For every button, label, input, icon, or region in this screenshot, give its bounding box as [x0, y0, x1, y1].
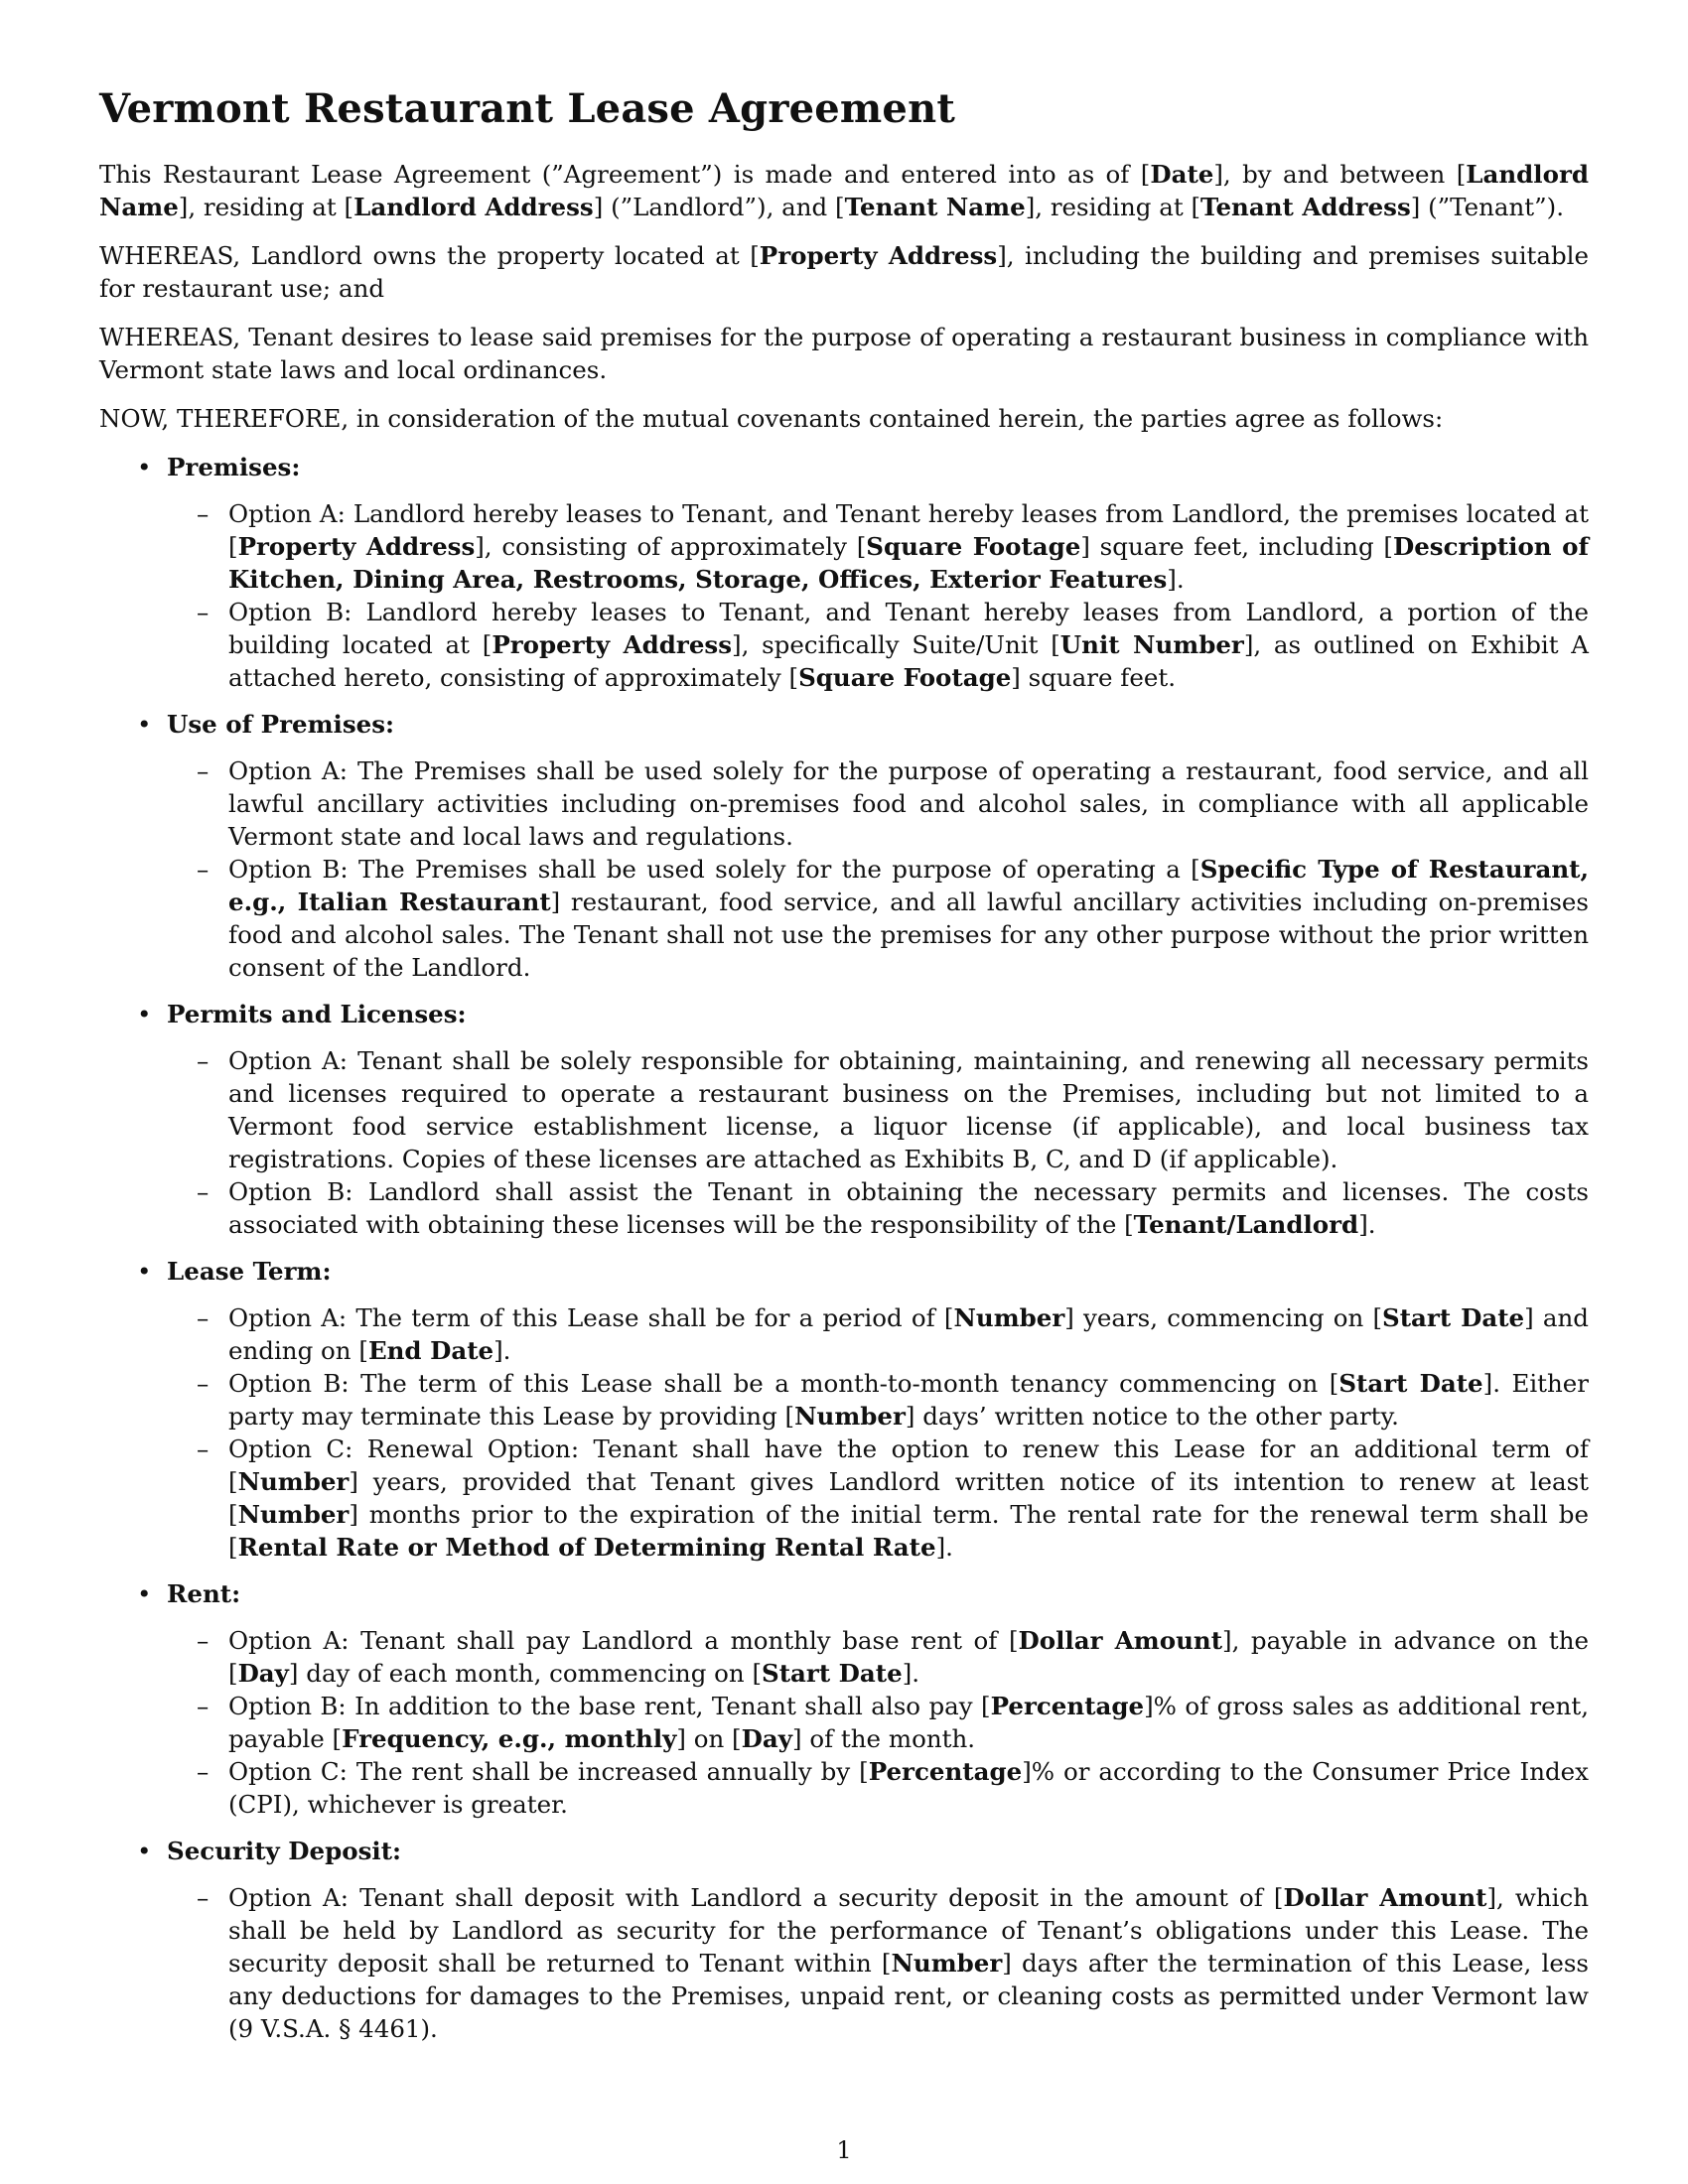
text-run: ] days’ written notice to the other party. — [905, 1402, 1399, 1431]
intro-paragraphs — [99, 158, 1589, 435]
dash-icon: – — [197, 1369, 210, 1398]
section-item — [99, 1577, 1589, 1821]
text-run: ], as outlined on Exhibit A attached hereto, consisting of approximately [ — [228, 630, 1589, 692]
text-run: ], residing at [ — [1025, 193, 1201, 221]
intro-paragraph — [99, 158, 1589, 223]
placeholder-field: Property Address — [759, 241, 998, 270]
text-run: Option A: The term of this Lease shall be for a period of [ — [228, 1303, 954, 1332]
section-heading: Premises: — [167, 453, 301, 481]
bullet-icon: • — [137, 1257, 152, 1286]
section-heading: Use of Premises: — [167, 710, 395, 739]
text-run: This Restaurant Lease Agreement (”Agreement”) is made and entered into as of — [99, 160, 1141, 189]
placeholder-field: Dollar Amount — [1283, 1883, 1487, 1912]
placeholder-field: Number — [794, 1402, 906, 1431]
placeholder-field: Date — [1150, 160, 1214, 189]
text-run: Option C: Renewal Option: Tenant shall have the option to renew this Lease for an additional term of [ — [228, 1434, 1589, 1496]
text-run: ] restaurant, food service, and all lawful ancillary activities including on-premises food and alcohol sales. The Tenant shall not use the premises for any other purpose without the prior written consent of the Landlord. — [228, 887, 1590, 982]
placeholder-field: Percentage — [868, 1757, 1023, 1786]
placeholder-field: Landlord Name — [99, 160, 1589, 221]
text-run: WHEREAS, Tenant desires to lease said premises for the purpose of operating a restaurant business in compliance with Vermont state laws and local ordinances. — [99, 323, 1589, 384]
document-title: Vermont Restaurant Lease Agreement — [99, 85, 956, 132]
option-list — [167, 1881, 1589, 2045]
intro-paragraph — [99, 402, 1589, 435]
section-heading: Rent: — [167, 1579, 241, 1608]
bullet-icon: • — [137, 1579, 152, 1608]
option-item — [167, 1690, 1589, 1755]
placeholder-field: Tenant Name — [844, 193, 1026, 221]
option-list — [167, 1044, 1589, 1241]
placeholder-field: Tenant Address — [1200, 193, 1411, 221]
dash-icon: – — [197, 1757, 210, 1786]
placeholder-field: Number — [953, 1303, 1065, 1332]
text-run: ] days after the termination of this Lease, less any deductions for damages to the Premises, unpaid rent, or cleaning costs as permitted under Vermont law (9 V.S.A. § 4461). — [228, 1949, 1589, 2043]
section-item — [99, 998, 1589, 1241]
placeholder-field: Start Date — [1338, 1369, 1483, 1398]
text-run: Option B: Landlord hereby leases to Tenant, and Tenant hereby leases from Landlord, a portion of the building located at [ — [228, 598, 1589, 659]
section-item — [99, 708, 1589, 984]
placeholder-field: Square Footage — [866, 532, 1081, 561]
option-item — [167, 754, 1589, 853]
option-item — [167, 853, 1589, 984]
text-run: NOW, THEREFORE, in consideration of the mutual covenants contained herein, the parties agree as follows: — [99, 404, 1444, 433]
placeholder-field: Rental Rate or Method of Determining Rental Rate — [237, 1533, 936, 1562]
text-run: ] square feet. — [1011, 663, 1176, 692]
text-run: ] years, provided that Tenant gives Landlord written notice of its intention to renew at least [ — [228, 1467, 1589, 1529]
dash-icon: – — [197, 1046, 210, 1075]
text-run: ]. — [902, 1659, 920, 1688]
text-run: ], residing at [ — [178, 193, 354, 221]
placeholder-field: Frequency, e.g., monthly — [342, 1724, 677, 1753]
text-run: Option B: Landlord shall assist the Tenant in obtaining the necessary permits and licenses. The costs associated with obtaining these licenses will be the responsibility of the [ — [228, 1177, 1589, 1239]
text-run: ] (”Landlord”), and [ — [593, 193, 845, 221]
section-item — [99, 451, 1589, 694]
text-run: ], consisting of approximately [ — [475, 532, 867, 561]
dash-icon: – — [197, 499, 210, 528]
text-run: ] square feet, including [ — [1080, 532, 1393, 561]
placeholder-field: Number — [891, 1949, 1003, 1978]
dash-icon: – — [197, 1692, 210, 1720]
option-item — [167, 1881, 1589, 2045]
placeholder-field: Percentage — [990, 1692, 1145, 1720]
placeholder-field: Tenant/Landlord — [1133, 1210, 1359, 1239]
text-run: ], by and between [ — [1213, 160, 1467, 189]
option-item — [167, 1755, 1589, 1821]
text-run: ] years, commencing on [ — [1064, 1303, 1383, 1332]
intro-paragraph — [99, 239, 1589, 305]
dash-icon: – — [197, 1177, 210, 1206]
text-run: ]. — [935, 1533, 953, 1562]
text-run: Option B: The term of this Lease shall be a month-to-month tenancy commencing on [ — [228, 1369, 1339, 1398]
option-list — [167, 754, 1589, 984]
text-run: ]. — [1167, 565, 1185, 594]
bullet-icon: • — [137, 710, 152, 739]
text-run: Option B: The Premises shall be used solely for the purpose of operating a [ — [228, 855, 1200, 884]
placeholder-field: Number — [237, 1467, 350, 1496]
option-item — [167, 1367, 1589, 1433]
section-list — [99, 451, 1589, 2045]
text-run: Option B: In addition to the base rent, Tenant shall also pay [ — [228, 1692, 991, 1720]
section-item — [99, 1255, 1589, 1564]
text-run: Option A: Tenant shall deposit with Landlord a security deposit in the amount of [ — [228, 1883, 1284, 1912]
placeholder-field: Specific Type of Restaurant, e.g., Italian Restaurant — [228, 855, 1589, 916]
text-run: ]. — [493, 1336, 511, 1365]
text-run: ] months prior to the expiration of the initial term. The rental rate for the renewal term shall be [ — [228, 1500, 1589, 1562]
text-run: Option A: Tenant shall be solely responsible for obtaining, maintaining, and renewing all necessary permits and licenses required to operate a restaurant business on the Premises, including but not limited to a Vermont food service establishment license, a liquor license (if applicable), and local business tax registrations. Copies of these licenses are attached as Exhibits B, C, and D (if applicable). — [228, 1046, 1589, 1173]
dash-icon: – — [197, 756, 210, 785]
dash-icon: – — [197, 1303, 210, 1332]
dash-icon: – — [197, 1434, 210, 1463]
option-item — [167, 1433, 1589, 1564]
option-item — [167, 1301, 1589, 1367]
text-run: ], payable in advance on the [ — [228, 1626, 1589, 1688]
text-run: Option A: The Premises shall be used solely for the purpose of operating a restaurant, food service, and all lawful ancillary activities including on-premises food and alcohol sales, in compliance with all applicable Vermont state and local laws and regulations. — [228, 756, 1589, 851]
placeholder-field: Square Footage — [798, 663, 1012, 692]
placeholder-field: Start Date — [1382, 1303, 1525, 1332]
bullet-icon: • — [137, 1837, 152, 1865]
option-item — [167, 1624, 1589, 1690]
placeholder-field: Unit Number — [1059, 630, 1244, 659]
section-heading: Security Deposit: — [167, 1837, 402, 1865]
placeholder-field: Start Date — [762, 1659, 903, 1688]
bullet-icon: • — [137, 453, 152, 481]
text-run: ] on [ — [676, 1724, 742, 1753]
text-run: ], which shall be held by Landlord as security for the performance of Tenant’s obligations under this Lease. The security deposit shall be returned to Tenant within [ — [228, 1883, 1590, 1978]
section-heading: Lease Term: — [167, 1257, 332, 1286]
option-item — [167, 1044, 1589, 1175]
text-run: Option C: The rent shall be increased annually by [ — [228, 1757, 869, 1786]
page-number: 1 — [836, 2136, 852, 2164]
text-run: ] (”Tenant”). — [1410, 193, 1564, 221]
text-run: ]% or according to the Consumer Price Index (CPI), whichever is greater. — [228, 1757, 1589, 1819]
placeholder-field: Landlord Address — [353, 193, 594, 221]
option-item — [167, 497, 1589, 596]
text-run: ]% of gross sales as additional rent, payable [ — [228, 1692, 1589, 1753]
option-list — [167, 497, 1589, 694]
text-run: ] day of each month, commencing on [ — [288, 1659, 763, 1688]
text-run: Option A: Tenant shall pay Landlord a monthly base rent of [ — [228, 1626, 1019, 1655]
intro-paragraph — [99, 321, 1589, 386]
option-list — [167, 1624, 1589, 1821]
text-run: ]. — [1358, 1210, 1376, 1239]
section-heading: Permits and Licenses: — [167, 1000, 467, 1028]
placeholder-field: Day — [741, 1724, 792, 1753]
placeholder-field: Property Address — [492, 630, 733, 659]
text-run: ], including the building and premises suitable for restaurant use; and — [99, 241, 1590, 303]
dash-icon: – — [197, 598, 210, 626]
placeholder-field: Dollar Amount — [1018, 1626, 1223, 1655]
option-item — [167, 596, 1589, 694]
text-run: ], specifically Suite/Unit [ — [732, 630, 1060, 659]
bullet-icon: • — [137, 1000, 152, 1028]
dash-icon: – — [197, 1626, 210, 1655]
text-run: Option A: Landlord hereby leases to Tenant, and Tenant hereby leases from Landlord, the premises located at [ — [228, 499, 1589, 561]
option-item — [167, 1175, 1589, 1241]
placeholder-field: Property Address — [237, 532, 476, 561]
document-page — [99, 85, 1589, 2059]
placeholder-field: End Date — [367, 1336, 494, 1365]
placeholder-field: Number — [237, 1500, 350, 1529]
text-run: ]. Either party may terminate this Lease by providing [ — [228, 1369, 1589, 1431]
text-run: ] of the month. — [791, 1724, 976, 1753]
section-item — [99, 1835, 1589, 2045]
placeholder-field: Day — [237, 1659, 289, 1688]
option-list — [167, 1301, 1589, 1564]
dash-icon: – — [197, 855, 210, 884]
text-run: ] and ending on [ — [228, 1303, 1589, 1365]
dash-icon: – — [197, 1883, 210, 1912]
placeholder-field: Description of Kitchen, Dining Area, Restrooms, Storage, Offices, Exterior Features — [228, 532, 1589, 594]
text-run: [ — [1140, 160, 1151, 189]
text-run: WHEREAS, Landlord owns the property located at [ — [99, 241, 760, 270]
